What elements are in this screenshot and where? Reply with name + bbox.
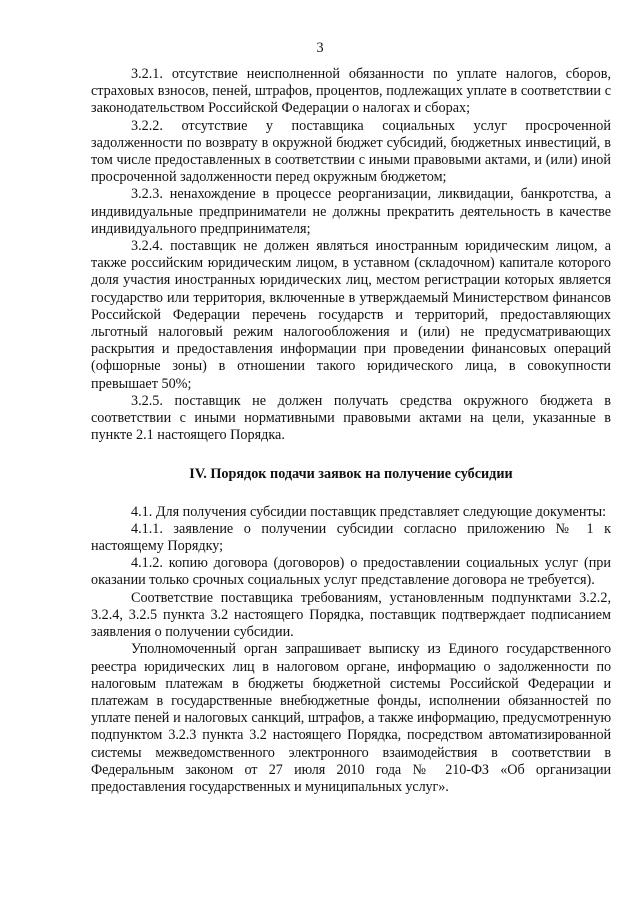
paragraph-3-2-2: 3.2.2. отсутствие у поставщика социальных услуг просроченной задолженности по возврату в окружной бюджет субсидий, бюджетных инвестиций, в том числе предоставленных в соответствии с иными правовыми актами, и (или) иной просроченной задолженности перед окружным бюджетом; [91, 117, 611, 186]
paragraph-4-1: 4.1. Для получения субсидии поставщик представляет следующие документы: [131, 503, 607, 520]
paragraph-authorized-body: Уполномоченный орган запрашивает выписку из Единого государственного реестра юридических лиц в налоговом органе, информацию о задолженности по налоговым платежам в бюджеты бюджетной системы Российской Федерации и платежам в государственные внебюджетные фонды, исполнении обязанностей по уплате пеней и налоговых санкций, штрафов, а также информацию, предусмотренную подпунктом 3.2.3 пункта 3.2 настоящего Порядка, посредством автоматизированной системы межведомственного электронного взаимодействия в соответствии в Федеральным законом от 27 июля 2010 года № 210-ФЗ «Об организации предоставления государственных и муниципальных услуг». [91, 641, 611, 795]
document-body [91, 66, 611, 796]
paragraph-4-1-1: 4.1.1. заявление о получении субсидии согласно приложению № 1 к настоящему Порядку; [91, 520, 611, 555]
paragraph-3-2-4: 3.2.4. поставщик не должен являться иностранным юридическим лицом, а также российским юридическим лицом, в уставном (складочном) капитале которого доля участия иностранных юридических лиц, местом регистрации которых является государство или территория, включенные в утверждаемый Министерством финансов Российской Федерации перечень государств и территорий, предоставляющих льготный налоговый режим налогообложения и (или) не предусматривающих раскрытия и предоставления информации при проведении финансовых операций (офшорные зоны) в отношении такого юридического лица, в совокупности превышает 50%; [91, 238, 611, 392]
paragraph-compliance: Соответствие поставщика требованиям, установленным подпунктами 3.2.2, 3.2.4, 3.2.5 пункта 3.2 настоящего Порядка, поставщик подтверждает подписанием заявления о получении субсидии. [91, 589, 611, 641]
section-4-heading: IV. Порядок подачи заявок на получение субсидии [189, 466, 513, 483]
paragraph-4-1-2: 4.1.2. копию договора (договоров) о предоставлении социальных услуг (при оказании только срочных социальных услуг представление договора не требуется). [91, 555, 611, 589]
page-number: 3 [316, 40, 324, 56]
paragraph-3-2-3: 3.2.3. ненахождение в процессе реорганизации, ликвидации, банкротства, а индивидуальные предприниматели не должны прекратить деятельность в качестве индивидуального предпринимателя; [91, 186, 611, 237]
paragraph-3-2-1: 3.2.1. отсутствие неисполненной обязанности по уплате налогов, сборов, страховых взносов, пеней, штрафов, процентов, подлежащих уплате в соответствии с законодательством Российской Федерации о налогах и сборах; [91, 66, 611, 117]
paragraph-3-2-5: 3.2.5. поставщик не должен получать средства окружного бюджета в соответствии с иными нормативными правовыми актами на цели, указанные в пункте 2.1 настоящего Порядка. [91, 392, 611, 444]
